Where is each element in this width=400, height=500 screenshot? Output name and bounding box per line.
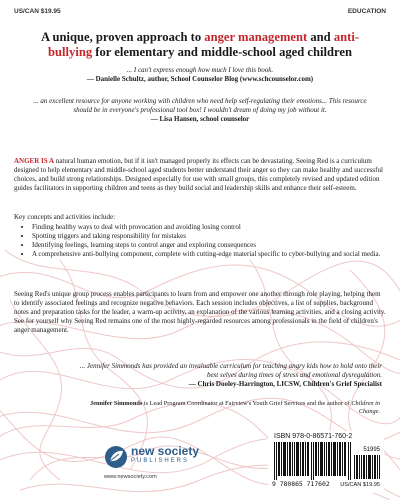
testimonial-2 [30, 97, 370, 124]
testimonial-attribution: — Chris Dooley-Harrington, LICSW, Children's Grief Specialist [188, 379, 382, 388]
headline-part: A unique, proven approach to [40, 30, 205, 44]
headline-highlight-anger-management: anger management [204, 30, 308, 44]
process-paragraph: Seeing Red's unique group process enables participants to learn from and empower one another through role playing, helping them to identify associated feelings and recognize negative behaviors. Each session includes objectives, a list of supplies, background notes and preparation tasks for the leader, a warm-up activity, an explanation of the various learning activities, and a closing activity. See for yourself why Seeing Red remains one of the most highly-regarded resources among professionals in the field of children's anger management. [14, 290, 386, 334]
bio-text: is Lead Program Coordinator at Fairview's Youth Grief Services and the author of [142, 400, 352, 407]
lead-in: ANGER IS A [14, 157, 55, 165]
price-code: 51995 [363, 447, 380, 453]
testimonial-3 [70, 362, 382, 389]
description-body: natural human emotion, but if it isn't managed properly its effects can be devastating. Seeing Red is a curriculum designed to help elementary and middle-school aged students better understand their anger so they can make healthy and successful choices, and build strong relationships. Designed especially for use with small groups, this completely revised and updated edition guides facilitators in supporting children and teens as they build social and leadership skills and enhance their self-esteem. [14, 157, 383, 192]
price-barcode-icon [354, 455, 380, 479]
testimonial-attribution: — Danielle Schultz, author, School Counselor Blog (www.schcounselor.com) [86, 75, 314, 83]
headline-highlight-anti-bullying: anti-bullying [48, 30, 360, 59]
testimonial-text: ... I can't express enough how much I love this book. [126, 66, 274, 74]
barcode-price: US/CAN $19.95 [340, 482, 380, 488]
key-concepts-intro: Key concepts and activities include: [14, 213, 116, 221]
publisher-url: www.newsociety.com [104, 474, 157, 480]
barcode-icon [274, 442, 352, 480]
cover-price: US/CAN $19.95 [14, 8, 61, 15]
testimonial-attribution: — Lisa Hansen, school counselor [150, 115, 250, 123]
category-label: EDUCATION [347, 8, 386, 15]
testimonial-1 [40, 66, 360, 84]
publisher-logo [104, 443, 234, 483]
headline-part: for elementary and middle-school aged children [92, 45, 352, 59]
publisher-sub: PUBLISHERS [131, 458, 190, 464]
headline-part: and [307, 30, 334, 44]
headline [20, 30, 380, 60]
barcode-panel [268, 431, 384, 493]
author-name: Jennifer Simmonds [90, 400, 143, 407]
list-item: • Finding healthy ways to deal with provocation and avoiding losing control [32, 223, 382, 232]
author-bio [80, 400, 380, 416]
barcode-digits: 9 780865 717602 [272, 480, 330, 488]
publisher-leaf-icon [104, 445, 128, 469]
bio-end: . [378, 408, 380, 415]
testimonial-text: ... Jennifer Simmonds has provided an invaluable curriculum for teaching angry kids how to hold onto their best selves during times of stress and emotional dysregulation. [79, 362, 382, 379]
key-concepts-list [22, 223, 382, 259]
list-item: • Identifying feelings, learning steps to control anger and exploring consequences [32, 241, 382, 250]
top-bar [14, 8, 386, 18]
list-item: • Spotting triggers and taking responsibility for mistakes [32, 232, 382, 241]
other-book-title: Children in Change [351, 400, 380, 415]
isbn-label: ISBN 978-0-86571-760-2 [274, 433, 353, 440]
publisher-name: new society [131, 444, 200, 458]
list-item: • A comprehensive anti-bullying component, complete with cutting-edge material specific to cyber-bullying and social media. [32, 250, 382, 259]
testimonial-text: ... an excellent resource for anyone working with children who need help self-regulating their emotions... This resource should be in everyone's professional tool box! I wouldn't dream of doing my job without it. [33, 97, 367, 114]
description-paragraph [14, 157, 386, 193]
